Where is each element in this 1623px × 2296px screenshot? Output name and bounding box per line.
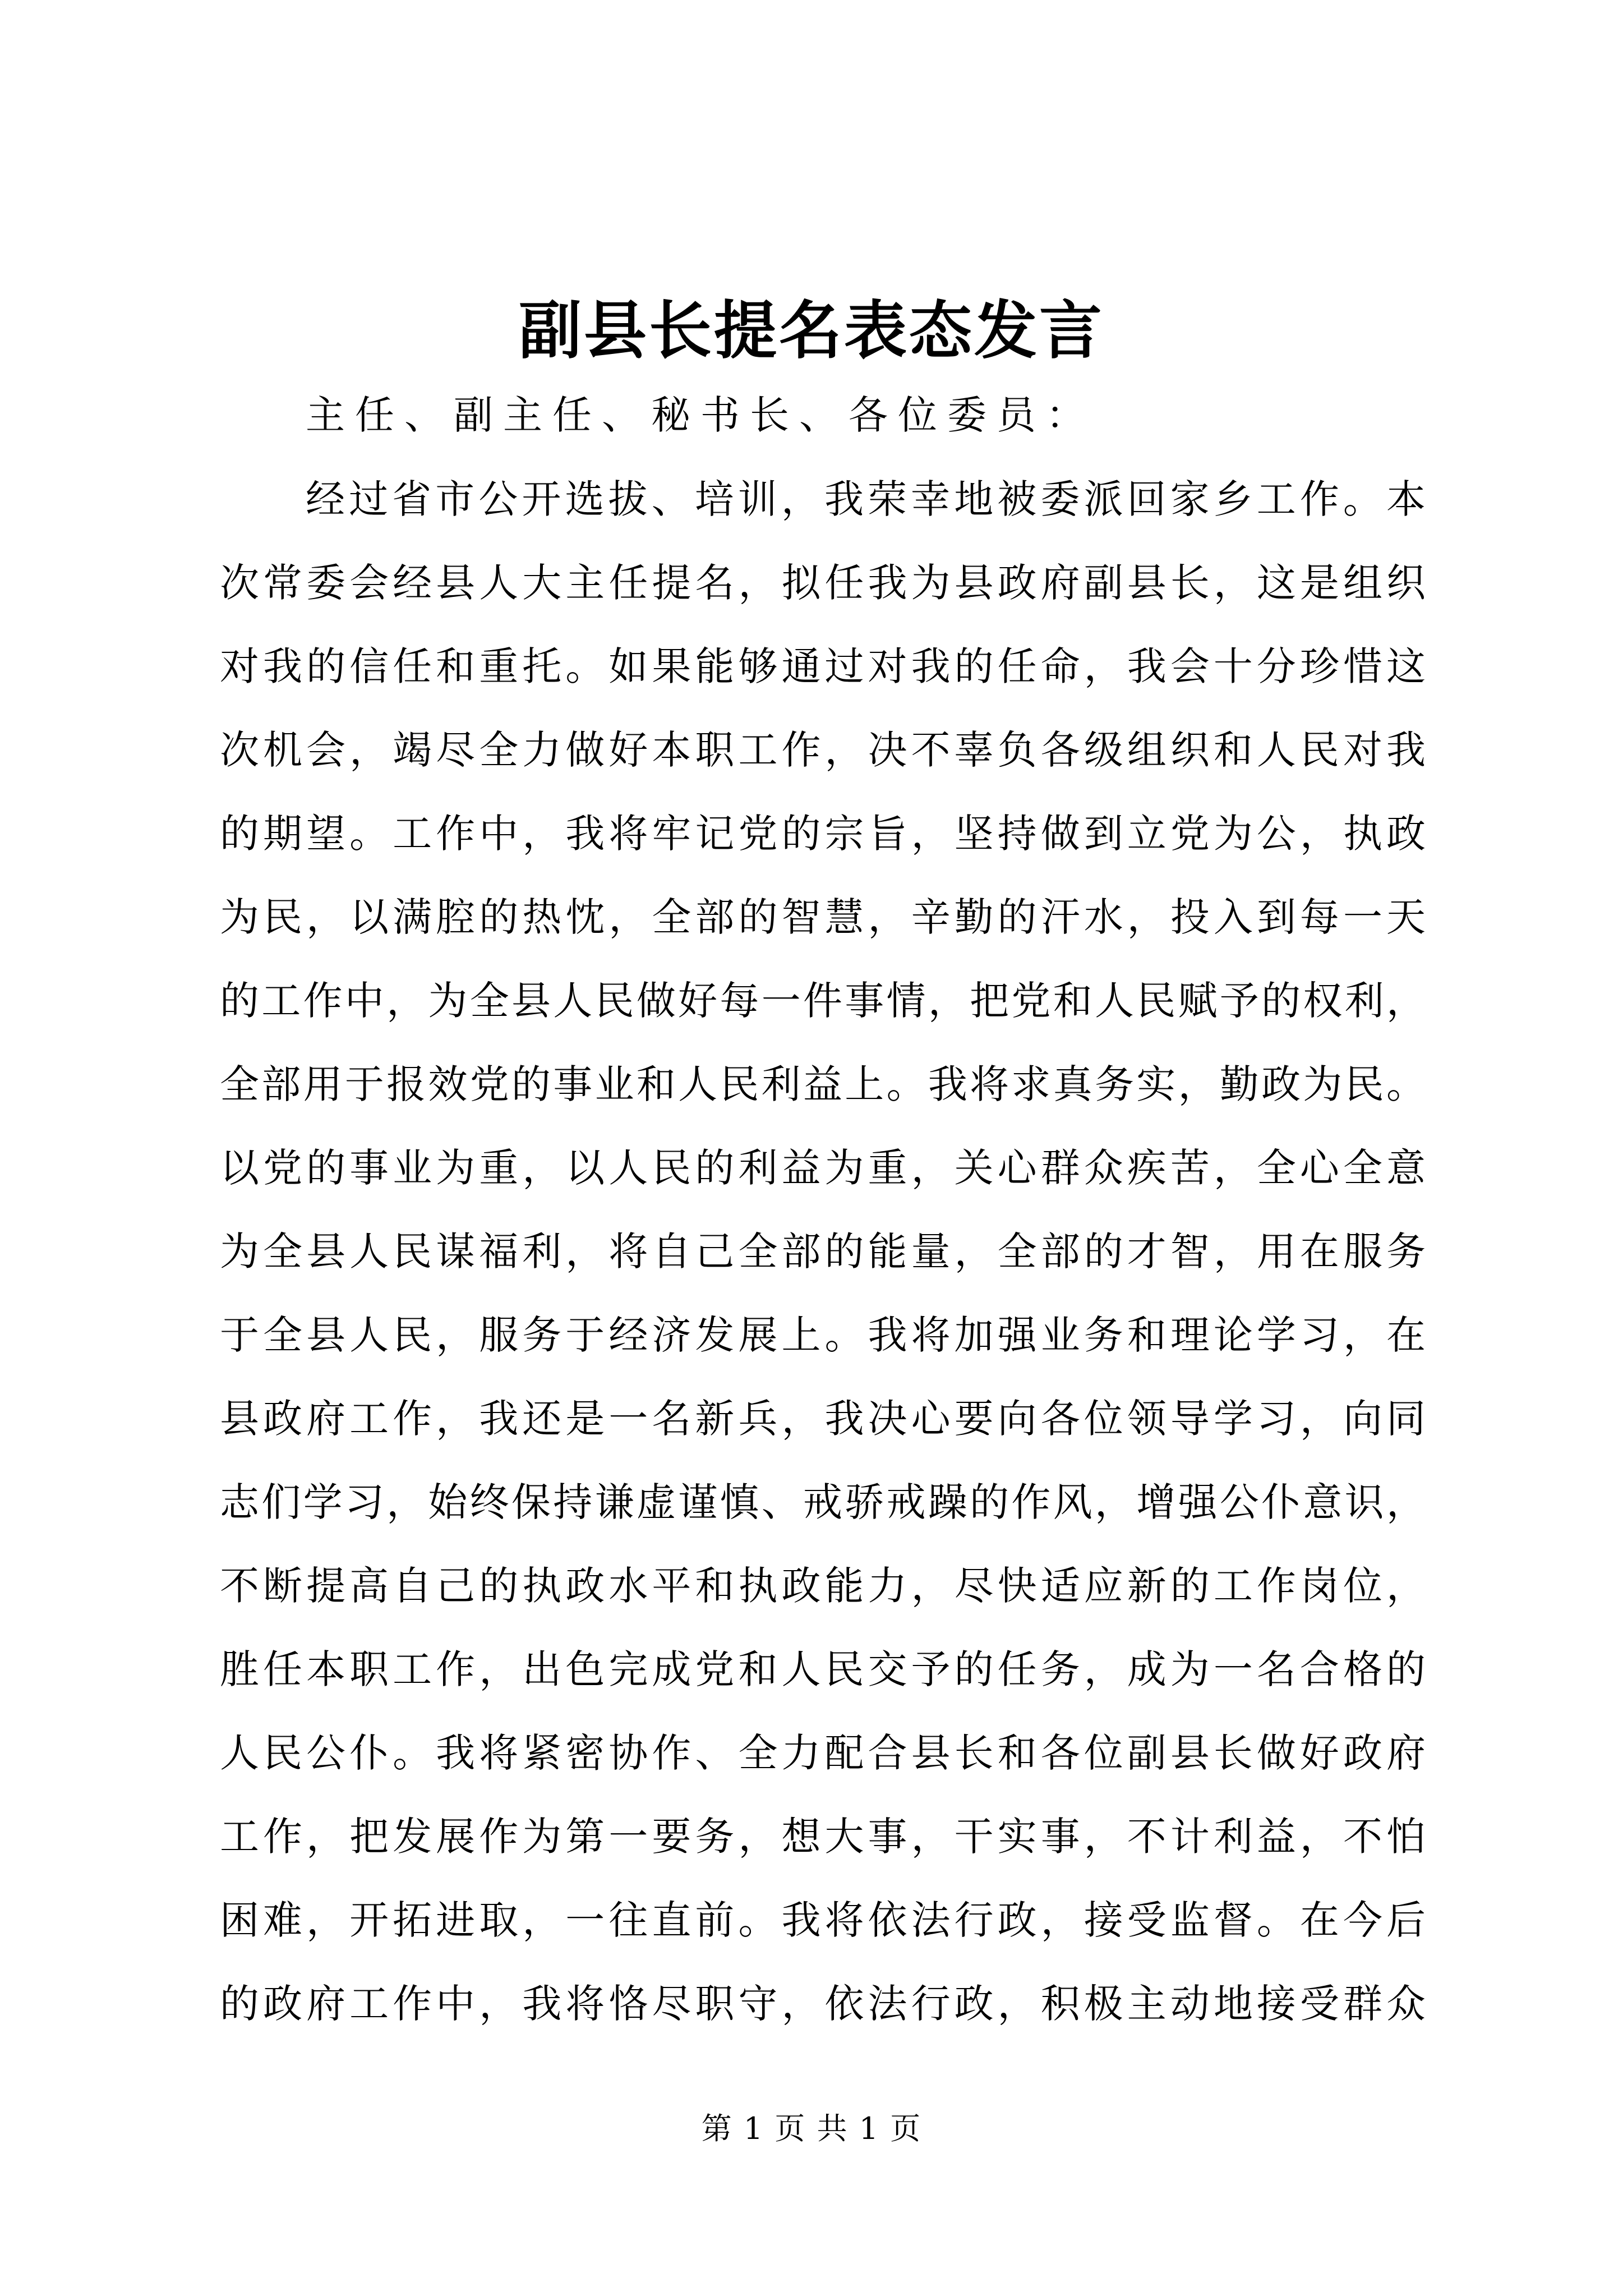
body-line: 的期望。工作中，我将牢记党的宗旨，坚持做到立党为公，执政 (220, 811, 1426, 857)
body-line: 为民，以满腔的热忱，全部的智慧，辛勤的汗水，投入到每一天 (220, 894, 1426, 940)
body-line: 的工作中，为全县人民做好每一件事情，把党和人民赋予的权利， (220, 978, 1426, 1024)
page-title: 副县长提名表态发言 (519, 294, 1104, 367)
body-line: 为全县人民谋福利，将自己全部的能量，全部的才智，用在服务 (220, 1228, 1426, 1274)
body-line: 工作，把发展作为第一要务，想大事，干实事，不计利益，不怕 (220, 1814, 1426, 1860)
page-footer: 第 1 页 共 1 页 (701, 2111, 922, 2146)
body-line: 人民公仆。我将紧密协作、全力配合县长和各位副县长做好政府 (220, 1730, 1426, 1776)
body-line: 全部用于报效党的事业和人民利益上。我将求真务实，勤政为民。 (220, 1061, 1426, 1107)
body-line: 于全县人民，服务于经济发展上。我将加强业务和理论学习，在 (220, 1312, 1426, 1358)
body-line: 次常委会经县人大主任提名，拟任我为县政府副县长，这是组织 (220, 560, 1426, 606)
body-text (220, 471, 1426, 2059)
body-line: 困难，开拓进取，一往直前。我将依法行政，接受监督。在今后 (220, 1897, 1426, 1943)
salutation: 主任、副主任、秘书长、各位委员： (306, 392, 1095, 438)
body-line: 以党的事业为重，以人民的利益为重，关心群众疾苦，全心全意 (220, 1145, 1426, 1191)
body-line: 的政府工作中，我将恪尽职守，依法行政，积极主动地接受群众 (220, 1981, 1426, 2027)
body-line: 不断提高自己的执政水平和执政能力，尽快适应新的工作岗位， (220, 1563, 1426, 1609)
body-line: 次机会，竭尽全力做好本职工作，决不辜负各级组织和人民对我 (220, 727, 1426, 773)
body-line: 志们学习，始终保持谦虚谨慎、戒骄戒躁的作风，增强公仆意识， (220, 1479, 1426, 1525)
body-line: 胜任本职工作，出色完成党和人民交予的任务，成为一名合格的 (220, 1646, 1426, 1692)
body-line: 经过省市公开选拔、培训，我荣幸地被委派回家乡工作。本 (306, 476, 1426, 522)
body-line: 对我的信任和重托。如果能够通过对我的任命，我会十分珍惜这 (220, 643, 1426, 689)
body-line: 县政府工作，我还是一名新兵，我决心要向各位领导学习，向同 (220, 1396, 1426, 1442)
